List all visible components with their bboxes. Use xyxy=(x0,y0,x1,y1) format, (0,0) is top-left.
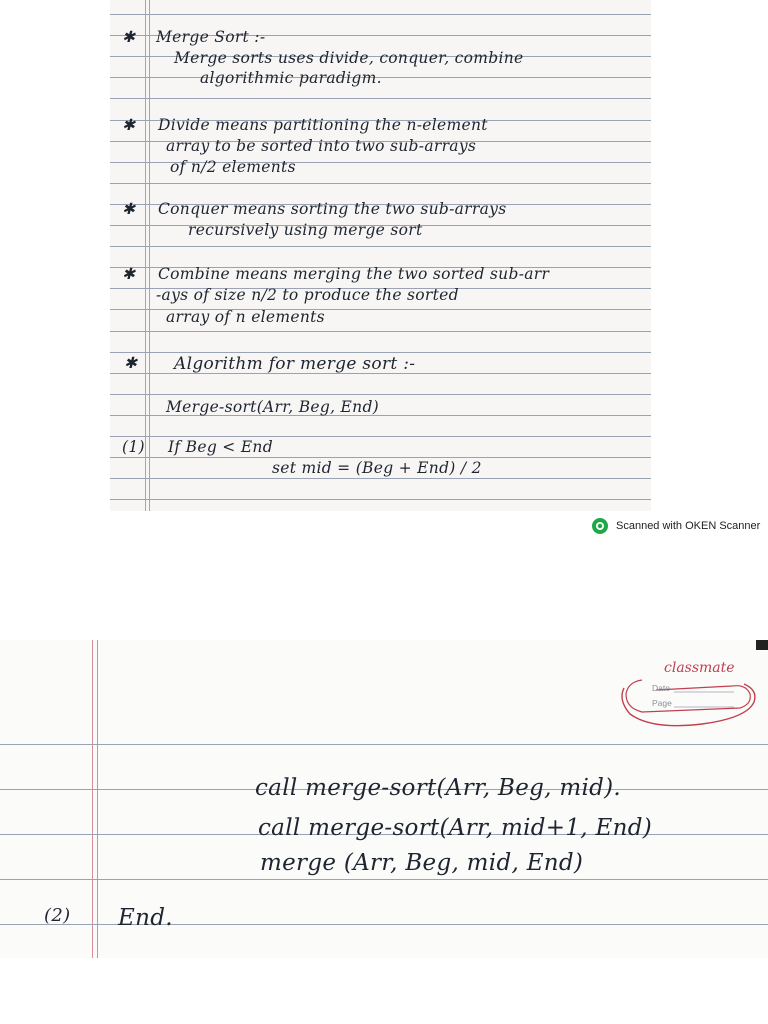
handwritten-line: recursively using merge sort xyxy=(188,221,423,239)
ruled-line xyxy=(110,457,651,458)
brand-text: classmate xyxy=(664,660,735,676)
handwritten-line: Conquer means sorting the two sub-arrays xyxy=(158,200,507,218)
scanner-logo-icon xyxy=(590,517,610,535)
handwritten-line: of n/2 elements xyxy=(170,158,296,176)
handwritten-line: call merge-sort(Arr, Beg, mid). xyxy=(255,775,622,801)
ruled-line xyxy=(110,478,651,479)
handwritten-line: -ays of size n/2 to produce the sorted xyxy=(156,286,459,304)
handwritten-line: array to be sorted into two sub-arrays xyxy=(166,137,477,155)
handwritten-line: Combine means merging the two sorted sub-arr xyxy=(158,265,550,283)
handwritten-line: End. xyxy=(118,905,173,931)
page-corner-shadow xyxy=(756,640,768,650)
handwritten-line: Algorithm for merge sort :- xyxy=(174,354,416,374)
ruled-line xyxy=(110,98,651,99)
handwritten-line: merge (Arr, Beg, mid, End) xyxy=(260,850,584,876)
handwritten-line: Merge Sort :- xyxy=(156,28,266,46)
ruled-line xyxy=(110,183,651,184)
bullet-marker: ✱ xyxy=(122,265,136,283)
ruled-line xyxy=(110,436,651,437)
ruled-line xyxy=(0,924,768,925)
classmate-logo xyxy=(612,650,760,730)
scanner-label: Scanned with OKEN Scanner xyxy=(616,520,761,532)
handwritten-line: array of n elements xyxy=(166,308,325,326)
handwritten-line: Merge sorts uses divide, conquer, combine xyxy=(174,49,524,67)
handwritten-line: algorithmic paradigm. xyxy=(200,69,382,87)
ruled-line xyxy=(110,14,651,15)
handwritten-line: Merge-sort(Arr, Beg, End) xyxy=(166,398,380,416)
ruled-line xyxy=(110,499,651,500)
ruled-line xyxy=(110,352,651,353)
handwritten-line: Divide means partitioning the n-element xyxy=(158,116,488,134)
handwritten-line: call merge-sort(Arr, mid+1, End) xyxy=(258,815,653,841)
ruled-line xyxy=(0,879,768,880)
margin-line xyxy=(92,640,93,958)
bullet-marker: ✱ xyxy=(124,354,138,372)
notebook-page-1 xyxy=(110,0,651,511)
bullet-marker: ✱ xyxy=(122,116,136,134)
ruled-line xyxy=(110,246,651,247)
bullet-marker: ✱ xyxy=(122,28,136,46)
handwritten-line: set mid = (Beg + End) / 2 xyxy=(272,459,482,477)
date-label: Date xyxy=(652,683,670,693)
bullet-marker: (1) xyxy=(122,438,145,456)
step-number: (2) xyxy=(44,905,71,926)
bullet-marker: ✱ xyxy=(122,200,136,218)
scanner-watermark xyxy=(590,517,760,535)
ruled-line xyxy=(0,744,768,745)
handwritten-line: If Beg < End xyxy=(168,438,273,456)
ruled-line xyxy=(110,331,651,332)
page-label: Page xyxy=(652,698,672,708)
margin-line xyxy=(97,640,98,958)
ruled-line xyxy=(110,394,651,395)
